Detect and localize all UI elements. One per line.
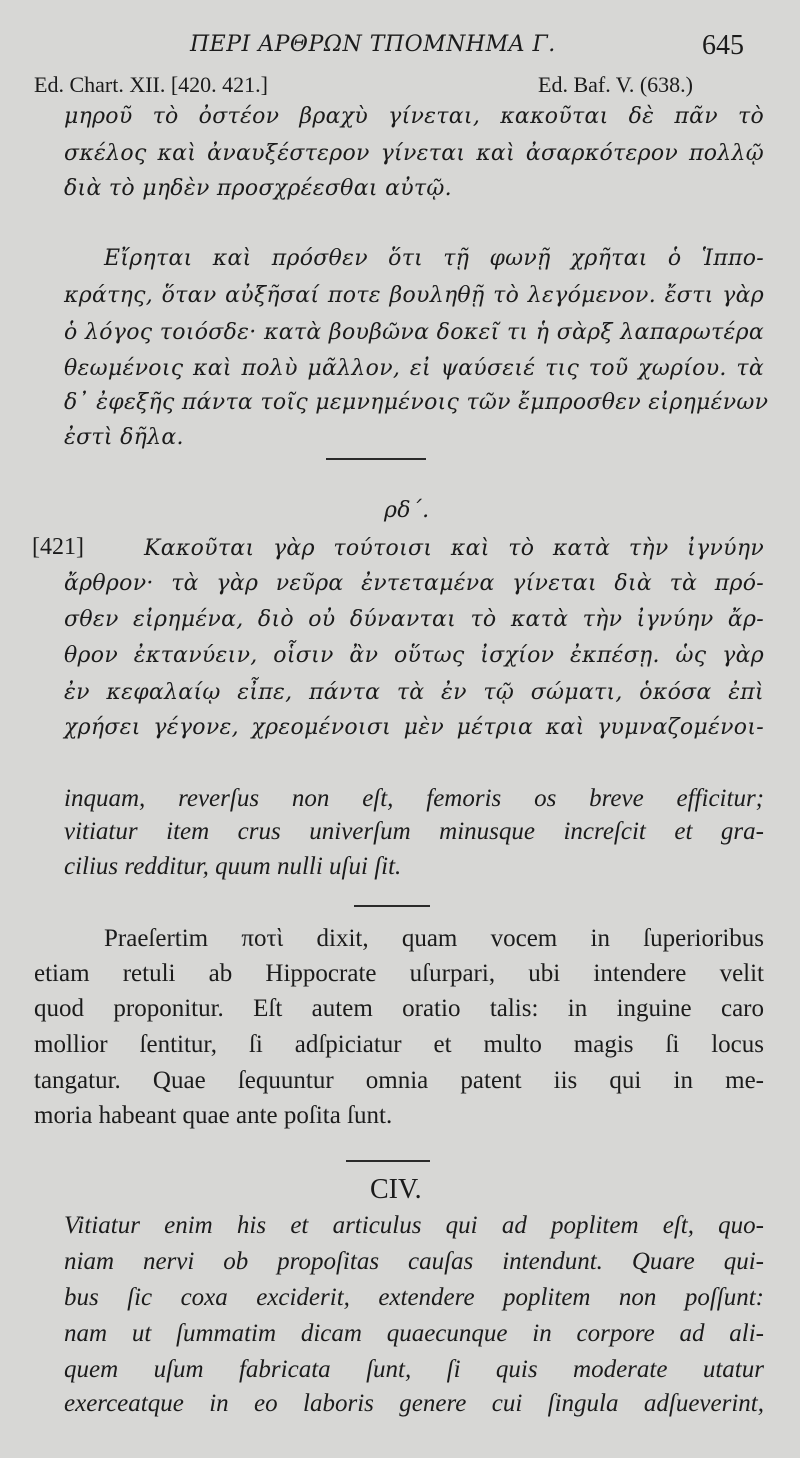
greek-line: θρον ἐκτανύειν, οἷσιν ἂν οὕτως ἰσχίον ἐκπέσῃ. ὡς γὰρ [64, 643, 764, 668]
greek-line: ὁ λόγος τοιόσδε· κατὰ βουβῶνα δοκεῖ τι ἡ σὰρξ λαπαρωτέρα [64, 320, 764, 345]
page-number: 645 [702, 30, 744, 61]
latin-line: mollior ſentitur, ſi adſpiciatur et multo magis ſi locus [34, 1031, 764, 1058]
latin-section-number: CIV. [370, 1174, 422, 1205]
running-title: ΠΕΡΙ ΑΡΘΡΩΝ ΤΠΟΜΝΗΜΑ Γ. [190, 32, 556, 57]
latin-line: nam ut ſummatim dicam quaecunque in corpore ad ali- [64, 1320, 764, 1347]
latin-line: bus ſic coxa exciderit, extendere poplitem non poſſunt: [64, 1284, 764, 1311]
greek-line: θεωμένοις καὶ πολὺ μᾶλλον, εἰ ψαύσειέ τις τοῦ χωρίου. τὰ [64, 356, 764, 381]
greek-line: ἐστὶ δῆλα. [64, 425, 184, 450]
greek-line: ἄρθρον· τὰ γὰρ νεῦρα ἐντεταμένα γίνεται διὰ τὰ πρό- [64, 571, 764, 596]
greek-line: δ᾽ ἐφεξῆς πάντα τοῖς μεμνημένοις τῶν ἔμπροσθεν εἰρημένων [64, 390, 769, 415]
greek-line: Κακοῦται γὰρ τούτοισι καὶ τὸ κατὰ τὴν ἰγνύην [144, 536, 764, 561]
section-divider [346, 1160, 430, 1162]
latin-line: etiam retuli ab Hippocrate uſurpari, ubi intendere velit [34, 960, 764, 987]
section-divider [354, 905, 430, 907]
greek-line: διὰ τὸ μηδὲν προσχρέεσθαι αὐτῷ. [64, 176, 452, 201]
page-marker: [421] [32, 534, 84, 560]
latin-line: moria habeant quae ante poſita ſunt. [34, 1102, 393, 1129]
latin-line: inquam, reverſus non eſt, femoris os breve efficitur; [64, 785, 764, 812]
greek-line: σκέλος καὶ ἀναυξέστερον γίνεται καὶ ἀσαρκότερον πολλῷ [64, 141, 764, 166]
edition-reference-left: Ed. Chart. XII. [420. 421.] [34, 72, 269, 97]
greek-line: μηροῦ τὸ ὀστέον βραχὺ γίνεται, κακοῦται δὲ πᾶν τὸ [64, 104, 764, 129]
latin-line: cilius redditur, quum nulli uſui ſit. [64, 853, 402, 880]
greek-line: χρήσει γέγονε, χρεομένοισι μὲν μέτρια καὶ γυμναζομένοι- [64, 715, 764, 740]
latin-line: niam nervi ob propoſitas cauſas intendunt. Quare qui- [64, 1248, 764, 1275]
greek-line: κράτης, ὅταν αὐξῆσαί ποτε βουληθῇ τὸ λεγόμενον. ἔστι γὰρ [64, 283, 764, 308]
latin-line: Praeſertim ποτὶ dixit, quam vocem in ſuperioribus [104, 925, 764, 952]
greek-line: σθεν εἰρημένα, διὸ οὐ δύνανται τὸ κατὰ τὴν ἰγνύην ἄρ- [64, 607, 764, 632]
latin-line: quod proponitur. Eſt autem oratio talis: in inguine caro [34, 995, 764, 1022]
greek-line: Εἴρηται καὶ πρόσθεν ὅτι τῇ φωνῇ χρῆται ὁ Ἱππο- [104, 246, 764, 271]
edition-reference-right: Ed. Baf. V. (638.) [538, 72, 694, 97]
latin-line: quem uſum fabricata ſunt, ſi quis moderate utatur [64, 1356, 764, 1383]
greek-line: ἐν κεφαλαίῳ εἶπε, πάντα τὰ ἐν τῷ σώματι, ὁκόσα ἐπὶ [64, 680, 764, 705]
section-divider [326, 458, 426, 460]
latin-line: tangatur. Quae ſequuntur omnia patent iis qui in me- [34, 1067, 764, 1094]
latin-line: exerceatque in eo laboris genere cui ſingula adſueverint, [64, 1390, 764, 1417]
latin-line: Vitiatur enim his et articulus qui ad poplitem eſt, quo- [64, 1212, 764, 1239]
latin-line: vitiatur item crus univerſum minusque increſcit et gra- [64, 818, 764, 845]
greek-section-number: ρδ΄. [384, 498, 430, 523]
